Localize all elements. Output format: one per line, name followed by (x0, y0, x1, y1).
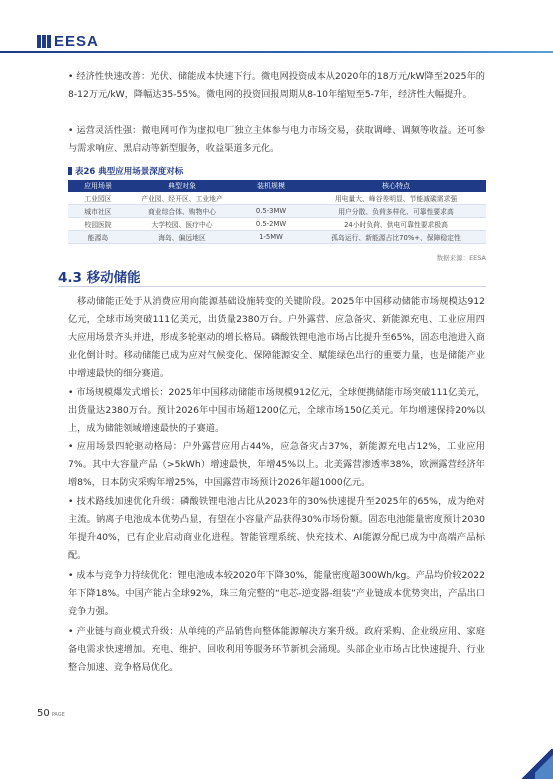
logo (37, 33, 99, 49)
header-divider (0, 51, 553, 53)
table-cell: 城市社区 (68, 205, 128, 218)
table-cell: 工业园区 (68, 192, 128, 205)
corner-decoration-accent (535, 749, 553, 779)
table-cell: 海岛、偏远地区 (128, 231, 236, 244)
table-cell: 产业园、经开区、工业地产 (128, 192, 236, 205)
logo-mark-icon (37, 35, 51, 48)
page-footer (37, 708, 65, 719)
table-cell: 用电量大、峰谷差明显、节能减碳需求强 (306, 192, 486, 205)
table-cell: 能源岛 (68, 231, 128, 244)
paragraph-intro: 移动储能正处于从消费应用向能源基础设施转变的关键阶段。2025年中国移动储能市场规模达912亿元，全球市场突破111亿美元，出货量2380万台。户外露营、应急备灾、新能源充电、工业应用四大应用场景齐头并进，形成多轮驱动的增长格局。磷酸铁锂电池市场占比提升至65%，固态电池进入商业化倒计时。移动储能已成为应对气候变化、保障能源安全、赋能绿色出行的重要力量，也是储能产业中增速最快的细分赛道。 (68, 296, 485, 379)
paragraph-scenarios: • 应用场景四轮驱动格局：户外露营应用占44%，应急备灾占37%，新能源充电占12%，工业应用7%。其中大容量产品（>5kWh）增速最快，年增45%以上。北美露营渗透率38%，欧洲露营经济年增8%，日本防灾采购年增25%，中国露营市场预计2026年超1000亿元。 (68, 441, 485, 488)
table-cell: 孤岛运行、新能源占比70%+、保障稳定性 (306, 231, 486, 244)
section-divider (58, 286, 486, 287)
paragraph-industry-chain: • 产业链与商业模式升级：从单纯的产品销售向整体能源解决方案升级。政府采购、企业级应用、家庭备电需求快速增加。充电、维护、回收利用等服务环节新机会涌现。头部企业市场占比快速提升、行业整合加速、竞争格局优化。 (68, 626, 485, 673)
paragraph-operations: • 运营灵活性强：微电网可作为虚拟电厂独立主体参与电力市场交易，获取调峰、调频等收益。还可参与需求响应、黑启动等新型服务，收益渠道多元化。 (68, 125, 485, 154)
page-label: PAGE (51, 712, 65, 718)
table-row (68, 218, 486, 231)
table-source: 数据来源：EESA (436, 254, 486, 262)
table-cell: 商业综合体、购物中心 (128, 205, 236, 218)
table-header-row (68, 180, 486, 192)
table-row (68, 231, 486, 244)
table-cell: 0.5-3MW (236, 205, 306, 218)
table-cell (236, 192, 306, 205)
table-cell: 1-5MW (236, 231, 306, 244)
table-cell: 大学校园、医疗中心 (128, 218, 236, 231)
paragraph-technology: • 技术路线加速优化升级：磷酸铁锂电池占比从2023年的30%快速提升至2025年的65%，成为绝对主流。钠离子电池成本优势凸显，有望在小容量产品获得30%市场份额。固态电池能量密度预计2030年提升40%，已有企业启动商业化进程。智能管理系统、快充技术、AI能源分配已成为中高端产品标配。 (68, 496, 485, 561)
paragraph-cost: • 成本与竞争力持续优化：锂电池成本较2020年下降30%，能量密度超300Wh/kg。产品均价较2022年下降18%。中国产能占全球92%，珠三角完整的“电芯-逆变器-组装”产业链成本优势突出，产品出口竞争力强。 (68, 570, 485, 617)
table-header-cell: 应用场景 (68, 180, 128, 192)
table-cell: 24小时负荷、供电可靠性要求极高 (306, 218, 486, 231)
logo-text: EESA (54, 32, 99, 50)
table-header-cell: 典型对象 (128, 180, 236, 192)
table-cell: 用户分散、负荷多样化、可靠性要求高 (306, 205, 486, 218)
table-title: 表26 典型应用场景深度对标 (68, 165, 183, 177)
section-heading: 4.3 移动储能 (58, 270, 141, 286)
paragraph-market: • 市场规模爆发式增长：2025年中国移动储能市场规模912亿元，全球便携储能市场突破111亿美元，出货量达2380万台。预计2026年中国市场超1200亿元，全球市场150亿美元。年均增速保持20%以上，成为储能领域增速最快的子赛道。 (68, 387, 485, 434)
table-cell: 校园医院 (68, 218, 128, 231)
table-row (68, 192, 486, 205)
scenario-table (68, 180, 486, 244)
table-row (68, 205, 486, 218)
table-header-cell: 核心特点 (306, 180, 486, 192)
paragraph-economics: • 经济性快速改善：光伏、储能成本快速下行。微电网投资成本从2020年的18万元/kW降至2025年的8-12万元/kW，降幅达35-55%。微电网的投资回报周期从8-10年缩短至5-7年，经济性大幅提升。 (68, 71, 485, 100)
page-number: 50 (37, 708, 50, 719)
table-header-cell: 装机规模 (236, 180, 306, 192)
table-cell: 0.5-2MW (236, 218, 306, 231)
